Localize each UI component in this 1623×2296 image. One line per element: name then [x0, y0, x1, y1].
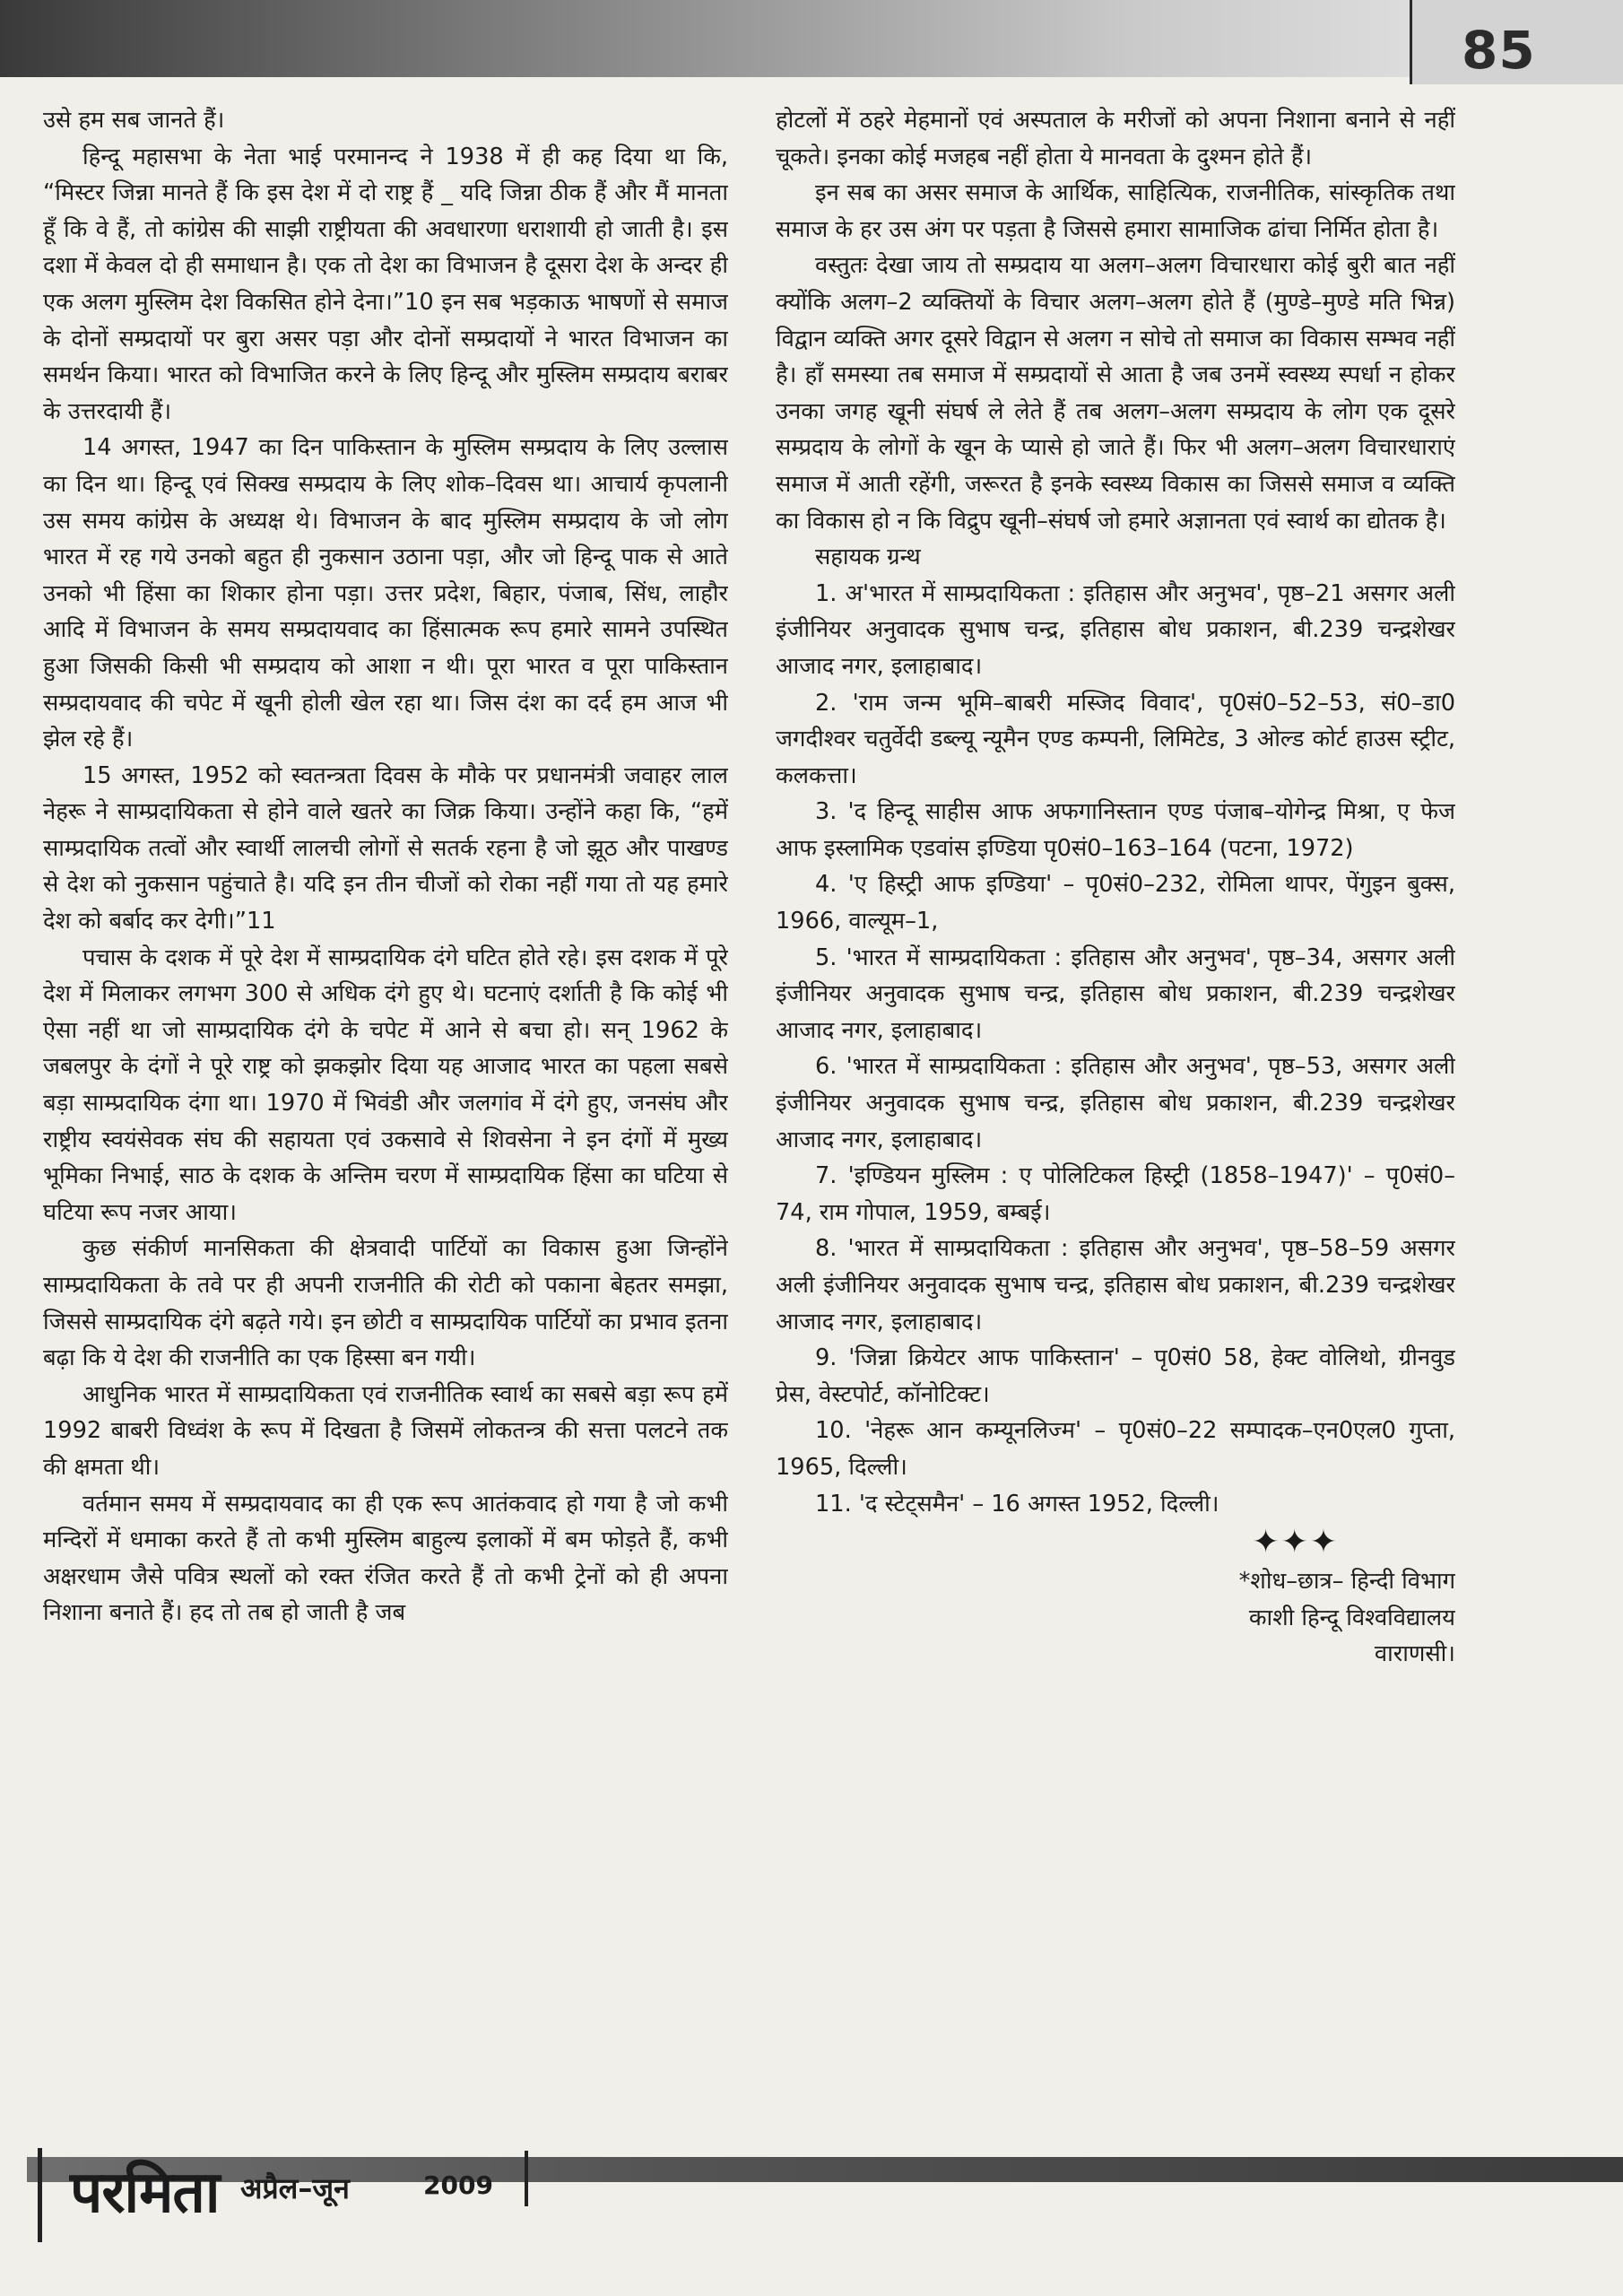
paragraph: हिन्दू महासभा के नेता भाई परमानन्द ने 1938 में ही कह दिया था कि, “मिस्टर जिन्ना मानते हैं कि इस देश में दो राष्ट्र हैं _ यदि जिन्ना ठीक हैं और मैं मानता हूँ कि वे हैं, तो कांग्रेस की साझी राष्ट्रीयता की अवधारणा धराशायी हो जाती है। इस दशा में केवल दो ही समाधान है। एक तो देश का विभाजन है दूसरा देश के अन्दर ही एक अलग मुस्लिम देश विकसित होने देना।”10 इन सब भड़काऊ भाषणों से समाज के दोनों सम्प्रदायों पर बुरा असर पड़ा और दोनों सम्प्रदायों ने भारत विभाजन का समर्थन किया। भारत को विभाजित करने के लिए हिन्दू और मुस्लिम सम्प्रदाय बराबर के उत्तरदायी हैं।	[43, 143, 728, 425]
header-band	[0, 0, 1410, 77]
author-affiliation-line: वाराणसी।	[1374, 1640, 1455, 1668]
issue-label: अप्रैल–जून	[240, 2171, 350, 2205]
paragraph: आधुनिक भारत में साम्प्रदायिकता एवं राजनीतिक स्वार्थ का सबसे बड़ा रूप हमें 1992 बाबरी विध्वंश के रूप में दिखता है जिसमें लोकतन्त्र की सत्ता पलटने तक की क्षमता थी।	[43, 1380, 728, 1481]
reference-item: 8. 'भारत में साम्प्रदायिकता : इतिहास और अनुभव', पृष्ठ–58–59 असगर अली इंजीनियर अनुवादक सुभाष चन्द्र, इतिहास बोध प्रकाशन, बी.239 चन्द्रशेखर आजाद नगर, इलाहाबाद।	[776, 1235, 1455, 1335]
paragraph: 14 अगस्त, 1947 का दिन पाकिस्तान के मुस्लिम सम्प्रदाय के लिए उल्लास का दिन था। हिन्दू एवं सिक्ख सम्प्रदाय के लिए शोक–दिवस था। आचार्य कृपलानी उस समय कांग्रेस के अध्यक्ष थे। विभाजन के बाद मुस्लिम सम्प्रदाय के जो लोग भारत में रह गये उनको बहुत ही नुकसान उठाना पड़ा, और जो हिन्दू पाक से आते उनको भी हिंसा का शिकार होना पड़ा। उत्तर प्रदेश, बिहार, पंजाब, सिंध, लाहौर आदि में विभाजन के समय सम्प्रदायवाद का हिंसात्मक रूप हमारे सामने उपस्थित हुआ जिसकी किसी भी सम्प्रदाय को आशा न थी। पूरा भारत व पूरा पाकिस्तान सम्प्रदायवाद की चपेट में खूनी होली खेल रहा था। जिस दंश का दर्द हम आज भी झेल रहे हैं।	[43, 434, 728, 753]
reference-item: 5. 'भारत में साम्प्रदायिकता : इतिहास और अनुभव', पृष्ठ–34, असगर अली इंजीनियर अनुवादक सुभाष चन्द्र, इतिहास बोध प्रकाशन, बी.239 चन्द्रशेखर आजाद नगर, इलाहाबाद।	[776, 944, 1455, 1044]
footer-divider	[525, 2151, 528, 2206]
paragraph: 15 अगस्त, 1952 को स्वतन्त्रता दिवस के मौके पर प्रधानमंत्री जवाहर लाल नेहरू ने साम्प्रदायिकता से होने वाले खतरे का जिक्र किया। उन्होंने कहा कि, “हमें साम्प्रदायिक तत्वों और स्वार्थी लालची लोगों से सतर्क रहना है जो झूठ और पाखण्ड से देश को नुकसान पहुंचाते है। यदि इन तीन चीजों को रोका नहीं गया तो यह हमारे देश को बर्बाद कर देगी।”11	[43, 761, 728, 935]
magazine-logo: परमिता	[70, 2159, 220, 2226]
author-affiliation-line: *शोध–छात्र– हिन्दी विभाग	[1238, 1568, 1455, 1596]
reference-item: 11. 'द स्टेट्समैन' – 16 अगस्त 1952, दिल्ली।	[815, 1490, 1219, 1518]
paragraph: उसे हम सब जानते हैं।	[43, 107, 225, 134]
left-column	[43, 102, 728, 2138]
references-heading: सहायक ग्रन्थ	[815, 544, 921, 571]
reference-item: 2. 'राम जन्म भूमि–बाबरी मस्जिद विवाद', पृ0सं0–52–53, सं0–डा0 जगदीश्वर चतुर्वेदी डब्ल्यू न्यूमैन एण्ड कम्पनी, लिमिटेड, 3 ओल्ड कोर्ट हाउस स्ट्रीट, कलकत्ता।	[776, 689, 1455, 789]
separator-ornament: ✦✦✦	[1252, 1524, 1339, 1561]
paragraph: कुछ संकीर्ण मानसिकता की क्षेत्रवादी पार्टियों का विकास हुआ जिन्होंने साम्प्रदायिकता के तवे पर ही अपनी राजनीति की रोटी को पकाना बेहतर समझा, जिससे साम्प्रदायिक दंगे बढ़ते गये। इन छोटी व साम्प्रदायिक पार्टियों का प्रभाव इतना बढ़ा कि ये देश की राजनीति का एक हिस्सा बन गयी।	[43, 1235, 728, 1372]
reference-item: 7. 'इण्डियन मुस्लिम : ए पोलिटिकल हिस्ट्री (1858–1947)' – पृ0सं0–74, राम गोपाल, 1959, बम्बई।	[776, 1162, 1455, 1226]
issue-year: 2009	[423, 2170, 493, 2200]
reference-item: 9. 'जिन्ना क्रियेटर आफ पाकिस्तान' – पृ0सं0 58, हेक्ट वोलिथो, ग्रीनवुड प्रेस, वेस्टपोर्ट, कॉनोटिक्ट।	[776, 1344, 1455, 1408]
reference-item: 6. 'भारत में साम्प्रदायिकता : इतिहास और अनुभव', पृष्ठ–53, असगर अली इंजीनियर अनुवादक सुभाष चन्द्र, इतिहास बोध प्रकाशन, बी.239 चन्द्रशेखर आजाद नगर, इलाहाबाद।	[776, 1053, 1455, 1153]
reference-item: 3. 'द हिन्दू साहीस आफ अफगानिस्तान एण्ड पंजाब–योगेन्द्र मिश्रा, ए फेज आफ इस्लामिक एडवांस इण्डिया पृ0सं0–163–164 (पटना, 1972)	[776, 798, 1455, 862]
paragraph: वस्तुतः देखा जाय तो सम्प्रदाय या अलग–अलग विचारधारा कोई बुरी बात नहीं क्योंकि अलग–2 व्यक्तियों के विचार अलग–अलग होते हैं (मुण्डे–मुण्डे मति भिन्न) विद्वान व्यक्ति अगर दूसरे विद्वान से अलग न सोचे तो समाज का विकास सम्भव नहीं है। हाँ समस्या तब समाज में सम्प्रदायों से आता है जब उनमें स्वस्थ्य स्पर्धा न होकर उनका जगह खूनी संघर्ष ले लेते हैं तब अलग–अलग सम्प्रदाय के लोग एक दूसरे सम्प्रदाय के लोगों के खून के प्यासे हो जाते हैं। फिर भी अलग–अलग विचारधाराएं समाज में आती रहेंगी, जरूरत है इनके स्वस्थ्य विकास का जिससे समाज व व्यक्ति का विकास हो न कि विद्रुप खूनी–संघर्ष जो हमारे अज्ञानता एवं स्वार्थ का द्योतक है।	[776, 252, 1455, 535]
page-number: 85	[1462, 20, 1536, 81]
reference-item: 4. 'ए हिस्ट्री आफ इण्डिया' – पृ0सं0–232, रोमिला थापर, पेंगुइन बुक्स, 1966, वाल्यूम–1,	[776, 871, 1455, 935]
footer-divider	[38, 2148, 42, 2242]
paragraph: वर्तमान समय में सम्प्रदायवाद का ही एक रूप आतंकवाद हो गया है जो कभी मन्दिरों में धमाका करते हैं तो कभी मुस्लिम बाहुल्य इलाकों में बम फोड़ते हैं, कभी अक्षरधाम जैसे पवित्र स्थलों को रक्त रंजित करते हैं तो कभी ट्रेनों को ही अपना निशाना बनाते हैं। हद तो तब हो जाती है जब	[43, 1490, 728, 1627]
right-column	[776, 102, 1455, 2039]
paragraph: होटलों में ठहरे मेहमानों एवं अस्पताल के मरीजों को अपना निशाना बनाने से नहीं चूकते। इनका कोई मजहब नहीं होता ये मानवता के दुश्मन होते हैं।	[776, 107, 1455, 170]
paragraph: इन सब का असर समाज के आर्थिक, साहित्यिक, राजनीतिक, सांस्कृतिक तथा समाज के हर उस अंग पर पड़ता है जिससे हमारा सामाजिक ढांचा निर्मित होता है।	[776, 179, 1455, 243]
reference-item: 10. 'नेहरू आन कम्यूनलिज्म' – पृ0सं0–22 सम्पादक–एन0एल0 गुप्ता, 1965, दिल्ली।	[776, 1417, 1455, 1481]
paragraph: पचास के दशक में पूरे देश में साम्प्रदायिक दंगे घटित होते रहे। इस दशक में पूरे देश में मिलाकर लगभग 300 से अधिक दंगे हुए थे। घटनाएं दर्शाती है कि कोई भी ऐसा नहीं था जो साम्प्रदायिक दंगे के चपेट में आने से बचा हो। सन् 1962 के जबलपुर के दंगों ने पूरे राष्ट्र को झकझोर दिया यह आजाद भारत का पहला सबसे बड़ा साम्प्रदायिक दंगा था। 1970 में भिवंडी और जलगांव में दंगे हुए, जनसंघ और राष्ट्रीय स्वयंसेवक संघ की सहायता एवं उकसावे से शिवसेना ने इन दंगों में मुख्य भूमिका निभाई, साठ के दशक के अन्तिम चरण में साम्प्रदायिक हिंसा का घटिया से घटिया रूप नजर आया।	[43, 944, 728, 1226]
reference-item: 1. अ'भारत में साम्प्रदायिकता : इतिहास और अनुभव', पृष्ठ–21 असगर अली इंजीनियर अनुवादक सुभाष चन्द्र, इतिहास बोध प्रकाशन, बी.239 चन्द्रशेखर आजाद नगर, इलाहाबाद।	[776, 579, 1455, 680]
author-affiliation-line: काशी हिन्दू विश्वविद्यालय	[1248, 1604, 1455, 1631]
